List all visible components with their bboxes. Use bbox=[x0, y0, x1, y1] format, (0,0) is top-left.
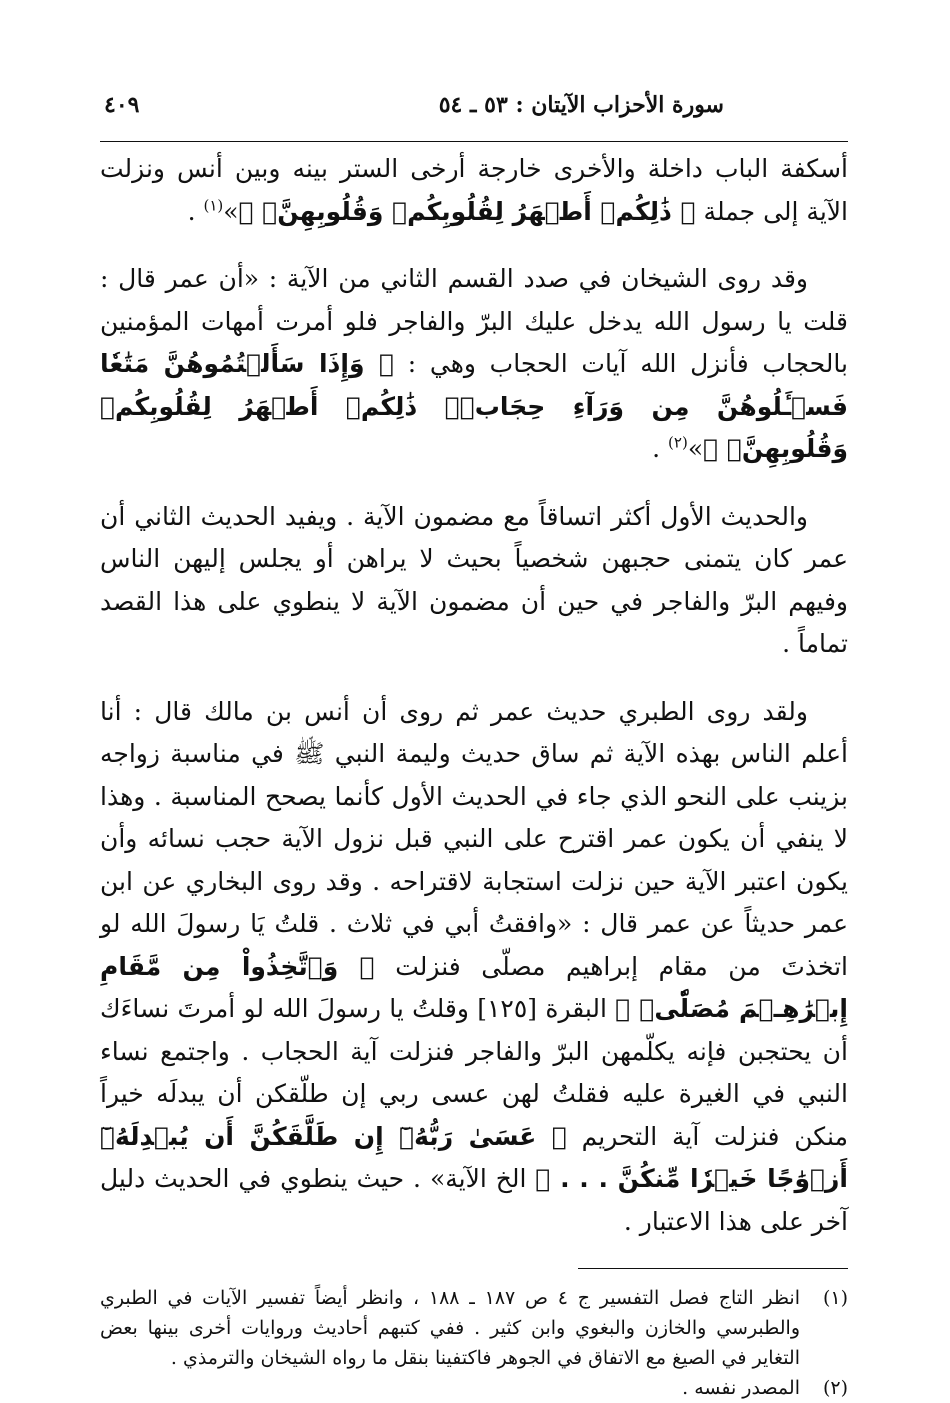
para-2-text: وقد روى الشيخان في صدد القسم الثاني من الآية : «أن عمر قال : قلت يا رسول الله يدخل عليك البرّ والفاجر فلو أمرت أمهات المؤمنين بالحجاب فأنزل الله آيات الحجاب وهي : bbox=[100, 264, 848, 378]
para-4-text-b: البقرة [١٢٥] وقلتُ يا رسولَ الله لو أمرتَ نساءَك أن يحتجبن فإنه يكلّمهن البرّ والفاجر فنزلت آية الحجاب . واجتمع نساء النبي في الغيرة عليه فقلتُ لهن عسى ربي إن طلّقكن أن يبدلَه خيراً منكن فنزلت آية التحريم bbox=[100, 994, 848, 1151]
footnote-number: (٢) bbox=[822, 1377, 848, 1399]
paragraph-2 bbox=[100, 258, 848, 471]
body-text bbox=[100, 148, 848, 1243]
footnote-ref-1: (١) bbox=[203, 196, 224, 215]
quote-close: » bbox=[687, 434, 704, 463]
paragraph-1 bbox=[100, 148, 848, 233]
footnote-text: انظر التاج فصل التفسير ج ٤ ص ١٨٧ ـ ١٨٨ ، وانظر أيضاً تفسير الآيات في الطبري والطبرسي والخازن والبغوي وابن كثير . ففي كتبهم أحاديث وروايات أخرى بينها بعض التغاير في الصيغ مع الاتفاق في الجوهر فاكتفينا بنقل ما رواه الشيخان والترمذي . bbox=[100, 1287, 801, 1369]
footnote-ref-2: (٢) bbox=[668, 433, 688, 452]
sentence-end: . bbox=[652, 434, 669, 463]
book-page bbox=[100, 92, 848, 1403]
footnote-1 bbox=[100, 1283, 848, 1373]
quran-verse: ﴿ ذَٰلِكُمۡ أَطۡهَرُ لِقُلُوبِكُمۡ وَقُلُوبِهِنَّۚ ﴾ bbox=[238, 196, 696, 226]
footnote-divider bbox=[578, 1268, 848, 1269]
page-number: ٤٠٩ bbox=[104, 92, 140, 118]
quote-close: » bbox=[223, 196, 239, 226]
surah-header-title: سورة الأحزاب الآيتان : ٥٣ ـ ٥٤ bbox=[438, 92, 724, 118]
footnote-text: المصدر نفسه . bbox=[682, 1377, 800, 1399]
sentence-end: . bbox=[187, 196, 204, 226]
quran-verse: ﴿ عَسَىٰ رَبُّهُۥٓ إِن طَلَّقَكُنَّ أَن يُبۡدِلَهُۥٓ أَزۡوَٰجًا خَيۡرٗا مِّنكُنَّ . . . ﴾ bbox=[100, 1121, 848, 1193]
quran-verse: ﴿ وَإِذَا سَأَلۡتُمُوهُنَّ مَتَٰعٗا فَسۡـَٔلُوهُنَّ مِن وَرَآءِ حِجَابٖۚ ذَٰلِكُمۡ أَطۡهَرُ لِقُلُوبِكُمۡ وَقُلُوبِهِنَّۚ ﴾ bbox=[100, 349, 848, 463]
running-header bbox=[100, 92, 848, 142]
footnote-2 bbox=[100, 1373, 848, 1403]
para-1-text: أسكفة الباب داخلة والأخرى خارجة أرخى الستر بينه وبين أنس ونزلت الآية إلى جملة bbox=[100, 154, 848, 226]
footnote-number: (١) bbox=[822, 1287, 848, 1309]
para-4-text-a: ولقد روى الطبري حديث عمر ثم روى أن أنس بن مالك قال : أنا أعلم الناس بهذه الآية ثم ساق حديث وليمة النبي ﷺ في مناسبة زواجه بزينب على النحو الذي جاء في الحديث الأول كأنما يصحح المناسبة . وهذا لا ينفي أن يكون عمر اقترح على النبي قبل نزول الآية حجب نسائه وأن يكون اعتبر الآية حين نزلت استجابة لاقتراحه . وقد روى البخاري عن ابن عمر حديثاً عن عمر قال : «وافقتُ أبي في ثلاث . قلتُ يَا رسولَ الله لو اتخذتَ من مقام إبراهيم مصلّى فنزلت bbox=[100, 696, 848, 981]
quran-verse: ﴿ وَٱتَّخِذُواْ مِن مَّقَامِ إِبۡرَٰهِـۧمَ مُصَلّٗىۖ ﴾ bbox=[100, 951, 848, 1023]
para-3-text: والحديث الأول أكثر اتساقاً مع مضمون الآية . ويفيد الحديث الثاني أن عمر كان يتمنى حجبهن شخصياً بحيث لا يراهن أو يجلس إليهن الناس وفيهم البرّ والفاجر في حين أن مضمون الآية لا ينطوي على هذا القصد تماماً . bbox=[100, 501, 848, 658]
para-4-text-c: الخ الآية» . حيث ينطوي في الحديث دليل آخر على هذا الاعتبار . bbox=[100, 1164, 848, 1236]
paragraph-4 bbox=[100, 691, 848, 1244]
footnotes bbox=[100, 1283, 848, 1403]
paragraph-3 bbox=[100, 496, 848, 666]
